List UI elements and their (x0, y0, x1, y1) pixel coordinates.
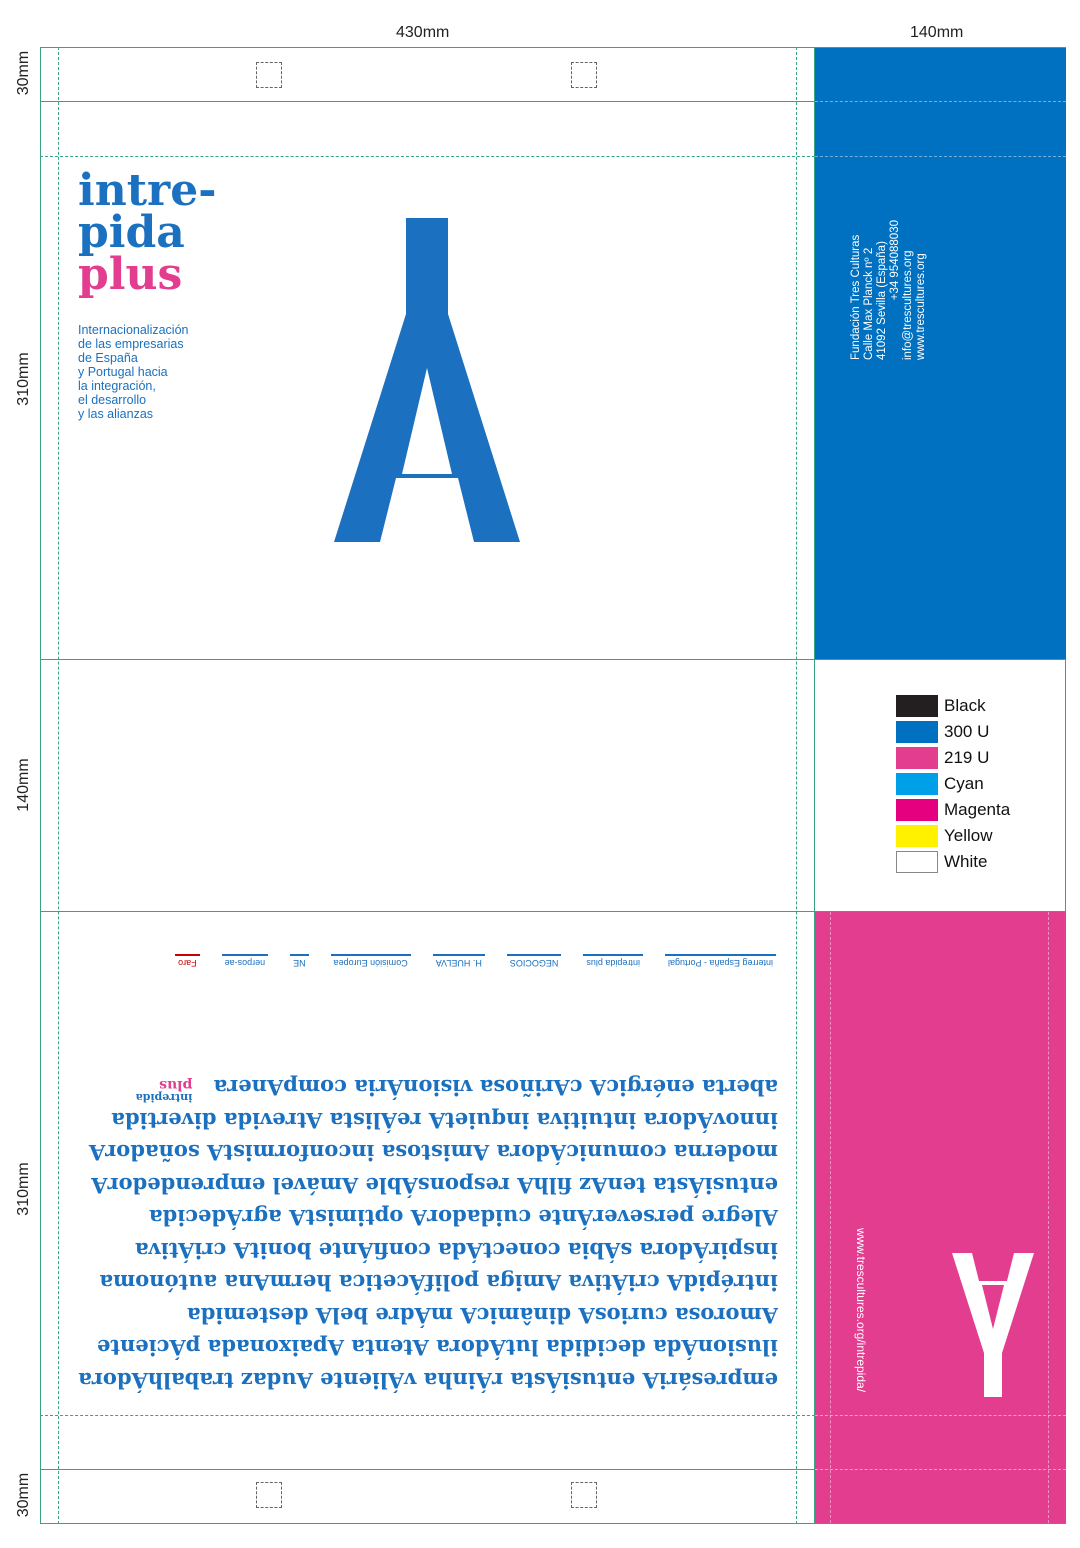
swatch-row-219u (896, 745, 1010, 771)
logo-line-1: intre- (78, 165, 217, 216)
word-line: intrépidA criÁtiva Amiga polifÁcetica hermAna autónoma (99, 1270, 778, 1296)
address-line: www.trescultures.org (915, 253, 927, 360)
tab-bottom-left (256, 1482, 282, 1508)
logo-negocios: NEGOCIOS (507, 954, 562, 970)
swatch-row-white (896, 849, 1010, 875)
top-dimension-side: 140mm (910, 24, 964, 41)
top-dimension-main: 430mm (396, 24, 450, 41)
word-line: innovÁdora intuitiva inquietA reÁlista Atrevida divertida (111, 1108, 778, 1133)
swatch-label: Magenta (944, 800, 1011, 819)
word-line: aberta enérgicA cAriñosa visionÁria compAnera (213, 1075, 778, 1101)
small-logo-line: plus (159, 1077, 193, 1094)
word-line: Amorosa curiosA dinâmicA mÁdre belA destemida (187, 1303, 778, 1328)
side-top-inner-dash-2 (815, 156, 1066, 157)
small-brand-logo (136, 1079, 193, 1104)
logo-nerpos: nerpos-ae (222, 954, 269, 970)
swatch-label: Black (944, 696, 986, 715)
tab-top-left (256, 62, 282, 88)
side-bottom-dash-v (830, 912, 831, 1523)
word-line: inspirÁdora sÁbia conectÁda confiÁnte bonitA criÁtiva (134, 1238, 778, 1263)
left-dimension-2: 310mm (15, 352, 32, 406)
logo-ne: NE (290, 954, 309, 970)
side-bottom-inner-dash-2 (815, 1469, 1066, 1470)
swatch-row-black (896, 693, 1010, 719)
side-address-block (850, 160, 930, 360)
swatch-300u (896, 721, 938, 743)
word-line: Alegre perseverÁnte cuidadorA optimistA agrÁdecida (148, 1205, 778, 1231)
address-line: 41092 Sevilla (España) (876, 241, 888, 360)
swatch-row-yellow (896, 823, 1010, 849)
swatch-label: White (944, 852, 988, 871)
address-line: +34 954088030 (889, 220, 901, 301)
swatch-label: Cyan (944, 774, 984, 793)
big-a-icon (334, 218, 520, 542)
swatch-219u (896, 747, 938, 769)
logo-line-3: plus (78, 249, 183, 300)
word-line: empresáriA entusiÁsta rÁinha vÁliente Audaz trabalhÁdora (78, 1368, 778, 1393)
swatch-row-cyan (896, 771, 1010, 797)
back-panel-content (60, 930, 796, 1410)
swatch-label: Yellow (944, 826, 993, 845)
small-logo-line: intrepida (135, 1091, 193, 1105)
tagline (78, 323, 189, 421)
swatch-yellow (896, 825, 938, 847)
partner-logos (175, 954, 776, 970)
logo-interreg: interreg España - Portugal (665, 954, 776, 970)
tagline-line: de España (78, 351, 138, 365)
swatch-label: 300 U (944, 722, 990, 741)
guide-v-1 (58, 47, 59, 1524)
tagline-line: Internacionalización (78, 323, 189, 337)
left-dimension-1: 30mm (15, 50, 32, 96)
tab-bottom-right (571, 1482, 597, 1508)
swatch-row-300u (896, 719, 1010, 745)
color-legend (896, 693, 1010, 875)
tagline-line: y Portugal hacia (78, 365, 168, 379)
guide-h-1 (40, 156, 815, 157)
address-line: Calle Max Planck nº 2 (863, 247, 875, 360)
fold-line-2 (40, 659, 1066, 660)
swatch-cyan (896, 773, 938, 795)
tagline-line: de las empresarias (78, 337, 184, 351)
swatch-black (896, 695, 938, 717)
logo-comision: Comisión Europea (331, 954, 411, 970)
word-line: entusiÁsta tenAz filhA responsÁble Amável emprendedorA (91, 1173, 778, 1198)
tagline-line: el desarrollo (78, 393, 147, 407)
word-line: ilusionÁda decidida lutÁdora Atenta Apaixonada pÁciente (96, 1335, 778, 1361)
guide-h-2 (40, 1415, 815, 1416)
logo-intrepida: intrepida plus (583, 954, 643, 970)
left-dimension-4: 310mm (15, 1162, 32, 1216)
side-bottom-dash-v2 (1048, 912, 1049, 1523)
swatch-magenta (896, 799, 938, 821)
swatch-row-magenta (896, 797, 1010, 823)
swatch-white (896, 851, 938, 873)
tagline-line: la integración, (78, 379, 156, 393)
word-block (78, 1071, 778, 1396)
side-url: www.trescultures.org/intrepida/ (854, 1227, 868, 1393)
tab-top-right (571, 62, 597, 88)
word-line: moderna comunicÁdora Amistosa inconformistA soñadorA (88, 1140, 778, 1166)
address-line: Fundación Tres Culturas (850, 234, 862, 360)
logo-faro: Faro (175, 954, 200, 970)
brand-logo (78, 165, 217, 300)
logo-line-2: pida (78, 207, 185, 258)
address-line: info@trescultures.org (902, 250, 914, 360)
left-dimension-5: 30mm (15, 1472, 32, 1518)
logo-huelva: H. HUELVA (433, 954, 485, 970)
side-bottom-inner-dash (815, 1415, 1066, 1416)
swatch-label: 219 U (944, 748, 990, 767)
left-dimension-3: 140mm (15, 758, 32, 812)
guide-v-2 (796, 47, 797, 1524)
side-top-inner-dash (815, 101, 1066, 102)
tagline-line: y las alianzas (78, 407, 154, 421)
side-a-icon (952, 1253, 1034, 1397)
